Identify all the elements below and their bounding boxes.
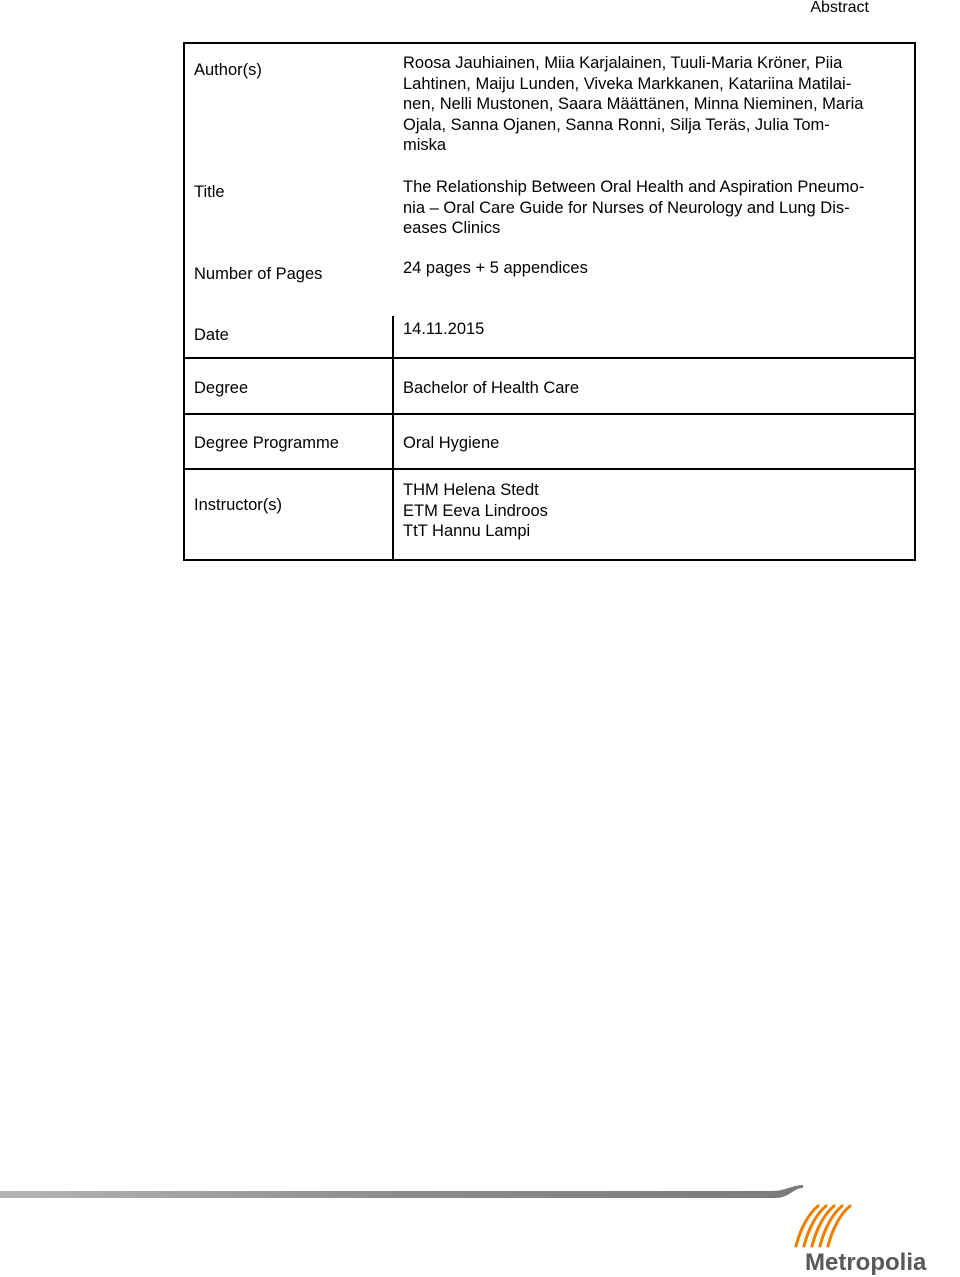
footer-bar [0, 1185, 803, 1203]
instructor-name: THM Helena Stedt [403, 481, 539, 499]
title-value: The Relationship Between Oral Health and Aspiration Pneumo- nia – Oral Care Guide for Nurses of Neurology and Lung Dis- eases Clinics [403, 178, 865, 237]
degree-value: Bachelor of Health Care [403, 379, 580, 397]
row-divider [185, 357, 914, 359]
row-divider [185, 468, 914, 470]
authors-label: Author(s) [194, 61, 262, 79]
date-label: Date [194, 326, 229, 344]
page-heading: Abstract [810, 0, 869, 16]
column-divider [392, 316, 394, 559]
instructors-list [403, 480, 909, 542]
date-value: 14.11.2015 [403, 320, 485, 338]
degree-label: Degree [194, 379, 249, 397]
instructors-label: Instructor(s) [194, 496, 283, 514]
row-divider [185, 413, 914, 415]
programme-value: Oral Hygiene [403, 434, 500, 452]
instructor-name: TtT Hannu Lampi [403, 522, 531, 540]
authors-value: Roosa Jauhiainen, Miia Karjalainen, Tuuli-Maria Kröner, Piia Lahtinen, Maiju Lunden, Viveka Markkanen, Katariina Matilai- nen, Nelli Mustonen, Saara Määttänen, Minna Nieminen, Maria Ojala, Sanna Ojanen, Sanna Ronni, Silja Teräs, Julia Tom- miska [403, 54, 864, 154]
programme-label: Degree Programme [194, 434, 339, 452]
instructor-name: ETM Eeva Lindroos [403, 501, 548, 520]
metropolia-wordmark: Metropolia [805, 1249, 927, 1276]
title-label: Title [194, 183, 225, 201]
metropolia-logo-icon [788, 1200, 860, 1250]
pages-label: Number of Pages [194, 265, 323, 283]
abstract-info-table [183, 42, 916, 561]
pages-value: 24 pages + 5 appendices [403, 259, 588, 277]
